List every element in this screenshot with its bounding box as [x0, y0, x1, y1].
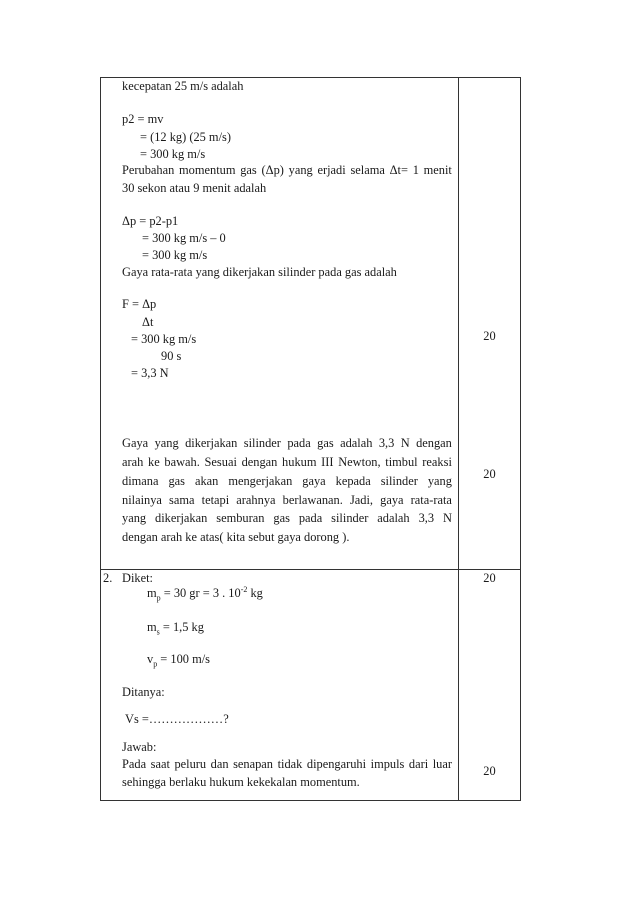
mass-rifle: $m_s = 1,5$ kg: [147, 620, 204, 637]
jawab-line-2: sehingga berlaku hukum kekekalan momentum.: [122, 775, 360, 789]
paragraph-line-2: arah ke bawah. Sesuai dengan hukum III Newton, timbul reaksi: [122, 455, 452, 469]
table-right-border: [520, 77, 521, 801]
force-denominator-value: 90 s: [161, 349, 182, 363]
force-result: = 3,3 N: [131, 366, 169, 380]
paragraph-line-3: dimana gas akan mengerjakan gaya kepada silinder yang: [122, 474, 452, 488]
dp-substitution: = 300 kg m/s – 0: [142, 231, 226, 245]
force-equation: F = Δp: [122, 297, 157, 311]
score-cell-1a: 20: [483, 329, 496, 343]
momentum-change-intro: Perubahan momentum gas (Δp) yang erjadi selama Δt= 1 menit: [122, 163, 452, 177]
diket-label: Diket:: [122, 571, 153, 585]
table-column-divider: [458, 77, 459, 801]
score-cell-2a: 20: [483, 571, 496, 585]
mass-bullet: $m_p = 30$ gr = 3 . $10^{-2}$ kg: [147, 584, 263, 603]
dp-result: = 300 kg m/s: [142, 248, 208, 262]
table-left-border: [100, 77, 101, 801]
average-force-intro: Gaya rata-rata yang dikerjakan silinder pada gas adalah: [122, 265, 397, 279]
paragraph-line-4: nilainya sama tetapi arahnya berlawanan. Jadi, gaya rata-rata: [122, 493, 452, 507]
score-cell-1b: 20: [483, 467, 496, 481]
force-numerator-value: = 300 kg m/s: [131, 332, 197, 346]
paragraph-line-5: yang dikerjakan semburan gas pada silinder adalah 3,3 N: [122, 511, 452, 525]
dp-equation: Δp = p2-p1: [122, 214, 179, 228]
answer-intro-line: kecepatan 25 m/s adalah: [122, 79, 244, 93]
paragraph-line-6: dengan arah ke atas( kita sebut gaya dorong ).: [122, 530, 350, 544]
force-denominator: Δt: [142, 315, 154, 329]
ditanya-label: Ditanya:: [122, 685, 165, 699]
p2-equation: p2 = mv: [122, 112, 164, 126]
paragraph-line-1: Gaya yang dikerjakan silinder pada gas adalah 3,3 N dengan: [122, 436, 452, 450]
score-cell-2b: 20: [483, 764, 496, 778]
jawab-label: Jawab:: [122, 740, 157, 754]
question-number: 2.: [103, 571, 113, 585]
jawab-line-1: Pada saat peluru dan senapan tidak dipengaruhi impuls dari luar: [122, 757, 452, 771]
p2-result: = 300 kg m/s: [140, 147, 206, 161]
momentum-change-intro-continued: 30 sekon atau 9 menit adalah: [122, 181, 267, 195]
velocity-bullet: $v_p = 100$ m/s: [147, 652, 210, 669]
asked-velocity: Vs =………………?: [125, 712, 229, 726]
p2-substitution: = (12 kg) (25 m/s): [140, 130, 231, 144]
